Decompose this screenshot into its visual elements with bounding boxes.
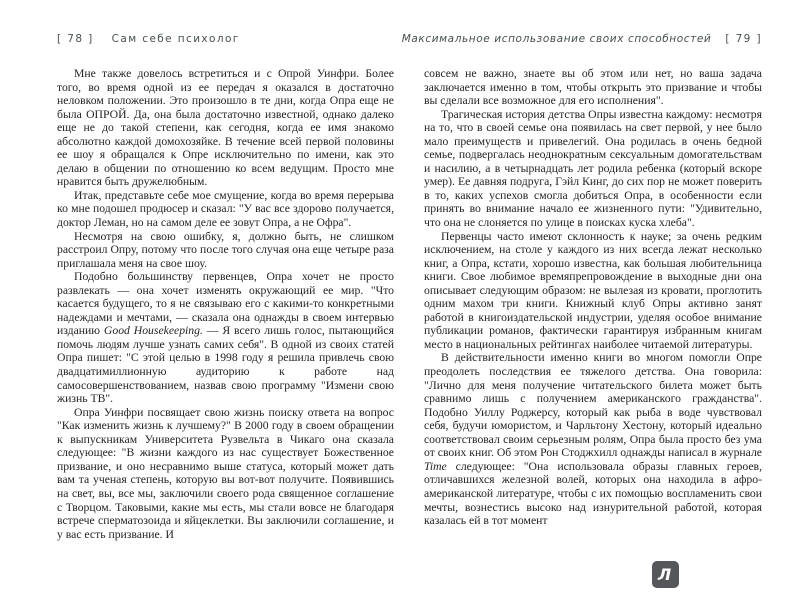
- column-right: [424, 67, 762, 528]
- paragraph: В действительности именно книги во многом помогли Опре преодолеть последствия ее тяжелого детства. Она говорила: "Лично для меня получение читательского билета может быть сравнимо лишь с получением американского гражданства". Подобно Уиллу Роджерсу, который как рыба в воде чувствовал себя, будучи юмористом, и Чарльтону Хестону, который идеально соответствовал своим серьезным ролям, Опра была просто без ума от своих книг. Об этом Рон Стоджхилл однажды написал в журнале Time следующее: "Она использовала образы главных героев, отличавшихся железной волей, которых она находила в афро-американской литературе, чтобы с их помощью воспламенить свои мечты, вознестись высоко над изнурительной работой, которая казалась ей в тот момент: [424, 351, 762, 528]
- running-title-right: Максимальное использование своих способностей: [401, 33, 712, 45]
- paragraph: Трагическая история детства Опры известна каждому: несмотря на то, что в своей семье она появилась на свет первой, у нее было мало преимуществ и привелегий. Она родилась в очень бедной семье, подвергалась неоднократным сексуальным домогательствам и насилию, а в четырнадцать лет родила ребенка (который вскоре умер). Ее давняя подруга, Гэйл Кинг, до сих пор не может поверить в то, каких успехов смогла добиться Опра, в особенности если принять во внимание начало ее жизненного пути: "Удивительно, что она не слоняется по улице в поисках куска хлеба".: [424, 107, 762, 230]
- paragraph: Несмотря на свою ошибку, я, должно быть, не слишком расстроил Опру, потому что после того случая она еще четыре раза приглашала меня на свое шоу.: [57, 229, 394, 270]
- labirint-logo-letter: Л: [657, 564, 672, 584]
- page-left: [57, 33, 394, 541]
- paragraph: Итак, представьте себе мое смущение, когда во время перерыва ко мне подошел продюсер и сказал: "У вас все здорово получается, доктор Леман, но на самом деле ее зовут Опра, а не Офра".: [57, 188, 394, 230]
- paragraph: Первенцы часто имеют склонность к науке; за очень редким исключением, на столе у каждого из них всегда лежат несколько книг, а Опра, кстати, хорошо известна, как большая любительница книги. Свое любимое времяпрепровождение в выходные дни она описывает следующим образом: не вылезая из кровати, проглотить одним махом три книги. Книжный клуб Опры активно занят работой в книгоиздательской индустрии, уделяя особое внимание публикации романов, фактически гарантируя избранным книгам место в национальных рейтингах наиболее читаемой литературы.: [424, 229, 762, 351]
- paragraph: Подобно большинству первенцев, Опра хочет не просто развлекать — она хочет изменять окружающий ее мир. "Что касается будущего, то я не связываю его с какими-то конкретными надеждами и мечтами, — сказала она однажды в своем интервью изданию Good Housekeeping. — Я всего лишь голос, пытающийся помочь людям лучше узнать самих себя". В одной из своих статей Опра пишет: "С этой целью в 1998 году я решила привлечь свою двадцатимиллионную аудиторию к работе над самосовершенствованием, назвав свою программу "Измени свою жизнь ТВ".: [57, 270, 394, 406]
- running-head-left: [57, 33, 394, 47]
- page-number-left: [ 78 ]: [57, 33, 94, 45]
- paragraph: совсем не важно, знаете вы об этом или нет, но ваша задача заключается именно в том, чтобы открыть это призвание и чтобы вы сделали все возможное для его исполнения".: [424, 67, 762, 108]
- labirint-logo: [652, 561, 679, 588]
- running-head-right: [401, 33, 762, 47]
- page-number-right: [ 79 ]: [725, 33, 762, 45]
- paragraph: Мне также довелось встретиться и с Опрой Уинфри. Более того, во время одной из ее передач я оказался в достаточно неловком положении. Это произошло в те дни, когда Опра еще не была ОПРОЙ. Да, она была достаточно известной, однако далеко еще не до такой степени, как сегодня, когда ее имя знакомо абсолютно каждой домохозяйке. В течение всей первой половины ее шоу я обращался к Опре исключительно по имени, как это делаю в общении по отношению ко всем ведущим. Просто мне нравится быть дружелюбным.: [57, 67, 394, 189]
- running-title-left: Сам себе психолог: [111, 33, 240, 45]
- paragraph: Опра Уинфри посвящает свою жизнь поиску ответа на вопрос "Как изменить жизнь к лучшему?" В 2000 году в своем обращении к выпускникам Университета Рузвельта в Чикаго она сказала следующее: "В жизни каждого из нас существует Божественное призвание, и оно несравнимо выше статуса, который может дать вам та ученая степень, которую вы вот-вот получите. Появившись на свет, вы, все мы, заключили своего рода священное соглашение с Творцом. Таковыми, какие мы есть, мы стали вовсе не благодаря встрече сперматозоида и яйцеклетки. Вы заключили соглашение, и у вас есть призвание. И: [57, 405, 394, 541]
- page-right: [401, 33, 762, 528]
- column-left: [57, 67, 394, 541]
